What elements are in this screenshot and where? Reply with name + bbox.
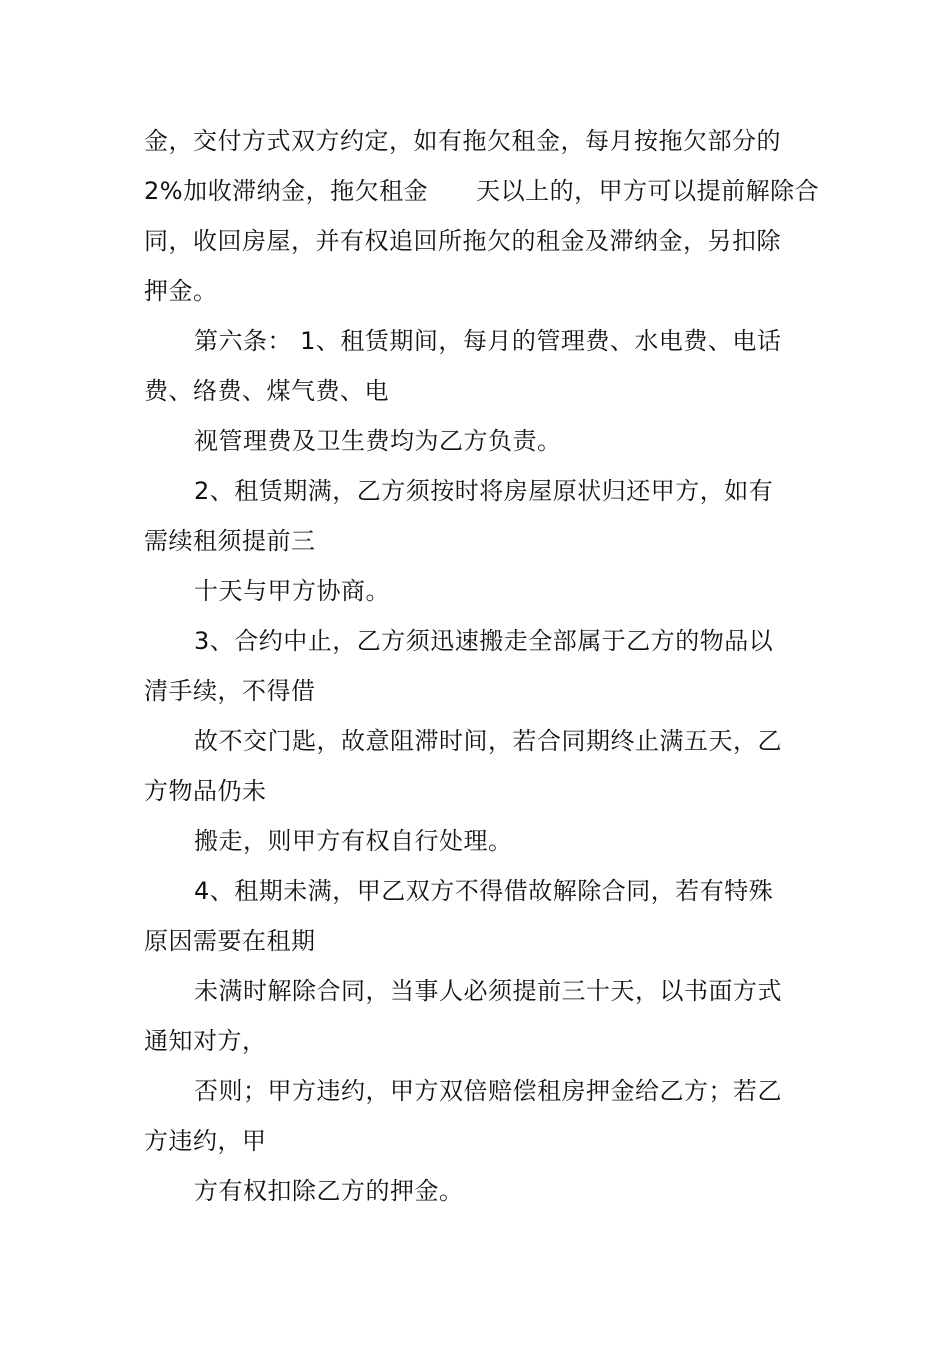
text-line: 押金。 [144,277,218,305]
text-segment: 天以上的，甲方可以提前解除合 [476,177,820,205]
text-line [144,176,819,206]
text-line: 视管理费及卫生费均为乙方负责。 [194,427,562,455]
text-line: 未满时解除合同，当事人必须提前三十天，以书面方式 [194,977,782,1005]
text-line: 故不交门匙，故意阻滞时间，若合同期终止满五天，乙 [194,727,782,755]
text-line: 第六条： 1、租赁期间，每月的管理费、水电费、电话 [194,327,782,355]
text-line: 同，收回房屋，并有权追回所拖欠的租金及滞纳金，另扣除 [144,227,781,255]
text-line: 金，交付方式双方约定，如有拖欠租金，每月按拖欠部分的 [144,127,781,155]
text-line: 方违约，甲 [144,1127,267,1155]
text-line: 搬走，则甲方有权自行处理。 [194,827,513,855]
text-line: 方有权扣除乙方的押金。 [194,1177,464,1205]
text-line: 4、租期未满，甲乙双方不得借故解除合同，若有特殊 [194,877,774,905]
text-line: 费、络费、煤气费、电 [144,377,389,405]
text-line: 十天与甲方协商。 [194,577,390,605]
text-line: 否则；甲方违约，甲方双倍赔偿租房押金给乙方；若乙 [194,1077,782,1105]
text-line: 3、合约中止，乙方须迅速搬走全部属于乙方的物品以 [194,627,774,655]
text-line: 需续租须提前三 [144,527,316,555]
text-segment: 2%加收滞纳金，拖欠租金 [144,177,429,205]
text-line: 清手续，不得借 [144,677,316,705]
text-line: 通知对方， [144,1027,267,1055]
text-line: 方物品仍未 [144,777,267,805]
text-line: 原因需要在租期 [144,927,316,955]
text-line: 2、租赁期满，乙方须按时将房屋原状归还甲方，如有 [194,477,774,505]
